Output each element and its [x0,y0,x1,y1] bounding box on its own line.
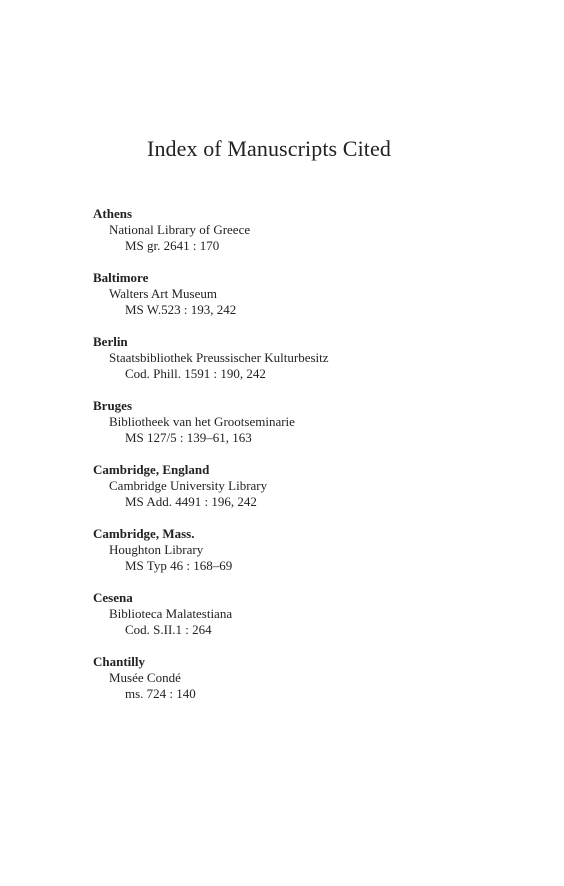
manuscript-index-list [93,206,533,718]
city-name: Chantilly [93,654,146,669]
index-entry-cambridge-mass [93,526,533,574]
city-name: Cambridge, Mass. [93,526,195,541]
library-name: Cambridge University Library [109,478,268,493]
manuscript-reference: ms. 724 : 140 [125,686,196,701]
city-name: Cesena [93,590,133,605]
index-entry-berlin [93,334,533,382]
library-name: Musée Condé [109,670,181,685]
manuscript-reference: MS W.523 : 193, 242 [125,302,237,317]
city-name: Bruges [93,398,132,413]
library-name: Walters Art Museum [109,286,217,301]
index-entry-chantilly [93,654,533,702]
library-name: Bibliotheek van het Grootseminarie [109,414,295,429]
library-name: Staatsbibliothek Preussischer Kulturbesitz [109,350,329,365]
city-name: Athens [93,206,133,221]
manuscript-reference: MS 127/5 : 139–61, 163 [125,430,252,445]
manuscript-reference: Cod. S.II.1 : 264 [125,622,212,637]
index-entry-athens [93,206,533,254]
manuscript-reference: MS Add. 4491 : 196, 242 [125,494,257,509]
manuscript-reference: MS gr. 2641 : 170 [125,238,220,253]
page-title: Index of Manuscripts Cited [147,136,391,161]
library-name: Houghton Library [109,542,204,557]
manuscript-reference: MS Typ 46 : 168–69 [125,558,233,573]
library-name: National Library of Greece [109,222,251,237]
city-name: Baltimore [93,270,149,285]
manuscript-reference: Cod. Phill. 1591 : 190, 242 [125,366,266,381]
index-entry-cesena [93,590,533,638]
index-entry-baltimore [93,270,533,318]
index-entry-bruges [93,398,533,446]
city-name: Cambridge, England [93,462,210,477]
library-name: Biblioteca Malatestiana [109,606,233,621]
index-entry-cambridge-england [93,462,533,510]
city-name: Berlin [93,334,128,349]
